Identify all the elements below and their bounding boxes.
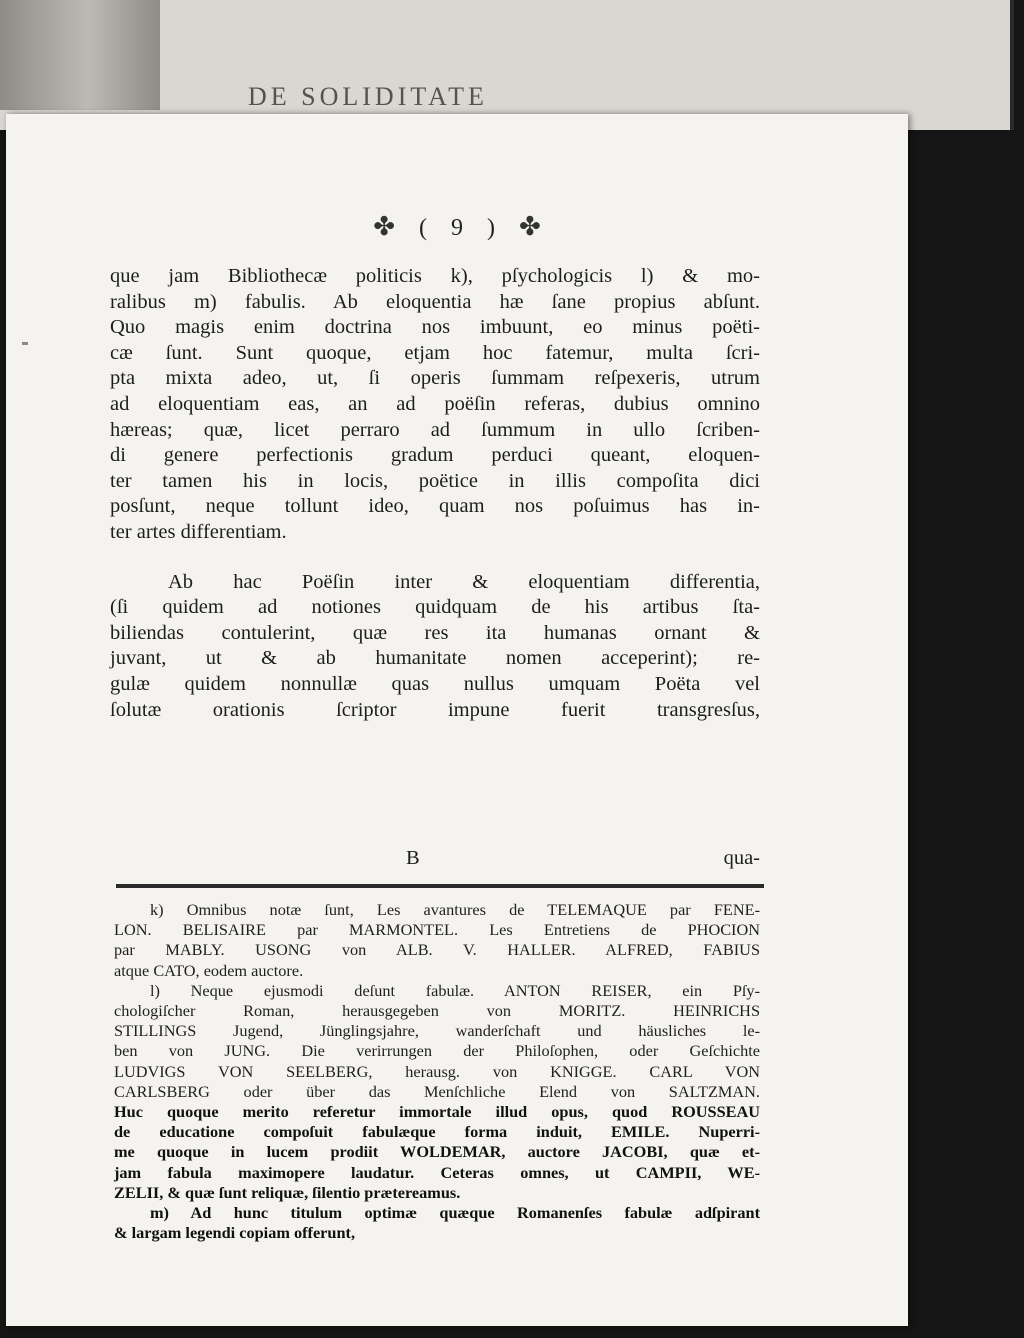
footnote-line: LON. BELISAIRE par MARMONTEL. Les Entretiens de PHOCION [114, 920, 760, 940]
margin-mark [22, 342, 28, 345]
footnote-line: ZELII, & quæ ſunt reliquæ, ſilentio prætereamus. [114, 1182, 461, 1202]
previous-page-edge [0, 0, 1014, 130]
footnote-m [114, 1203, 760, 1243]
footnote-line: me quoque in lucem prodiit WOLDEMAR, auctore JACOBI, quæ et- [114, 1142, 760, 1162]
footnote-line: CARLSBERG oder über das Menſchliche Elend von SALTZMAN. [114, 1081, 760, 1101]
footnote-line: STILLINGS Jugend, Jünglingsjahre, wanderſchaft und häusliches le- [114, 1021, 760, 1041]
text-line: hæreas; quæ, licet perraro ad ſummum in ullo ſcriben- [110, 418, 760, 441]
text-line: ter artes differentiam. [110, 520, 287, 543]
page-number: ( 9 ) [419, 215, 495, 241]
footnote-line: k) Omnibus notæ ſunt, Les avantures de TELEMAQUE par FENE- [150, 900, 760, 919]
main-text [110, 264, 760, 723]
footnote-line: chologiſcher Roman, herausgegeben von MORITZ. HEINRICHS [114, 1001, 760, 1021]
right-fleuron-icon: ✤ [518, 212, 541, 241]
text-line: que jam Bibliothecæ politicis k), pſychologicis l) & mo- [110, 265, 760, 287]
text-line: (ſi quidem ad notiones quidquam de his artibus ſta- [110, 596, 760, 619]
footnote-line: m) Ad hunc titulum optimæ quæque Romanenſes fabulæ adſpirant [150, 1203, 760, 1223]
footnote-l [114, 981, 760, 1203]
paragraph-1 [110, 264, 760, 546]
footnote-line: par MABLY. USONG von ALB. V. HALLER. ALFRED, FABIUS [114, 940, 760, 960]
text-line: posſunt, neque tollunt ideo, quam nos poſuimus has in- [110, 495, 760, 518]
signature-mark: B [406, 847, 420, 869]
footnote-line: atque CATO, eodem auctore. [114, 960, 304, 980]
footnote-line: ben von JUNG. Die verirrungen der Philoſophen, oder Geſchichte [114, 1041, 760, 1061]
footnote-line: LUDVIGS VON SEELBERG, herausg. von KNIGGE. CARL VON [114, 1061, 760, 1081]
running-head [6, 212, 908, 242]
text-line: ralibus m) fabulis. Ab eloquentia hæ ſane propius abſunt. [110, 290, 760, 313]
text-line: Ab hac Poëſin inter & eloquentiam differentia, [168, 570, 760, 593]
text-line: di genere perfectionis gradum perduci queant, eloquen- [110, 444, 760, 467]
footnote-line: jam fabula maximopere laudatur. Ceteras omnes, ut CAMPII, WE- [114, 1162, 760, 1182]
paragraph-gap [110, 546, 760, 570]
previous-page-header: DE SOLIDITATE [248, 82, 488, 111]
text-line: ſolutæ orationis ſcriptor impune fuerit transgresſus, [110, 698, 760, 721]
footnote-line: de educatione compoſuit fabulæque forma induit, EMILE. Nuperri- [114, 1122, 760, 1142]
text-line: biliendas contulerint, quæ res ita humanas ornant & [110, 621, 760, 644]
previous-page-margin [0, 0, 160, 110]
footnote-rule [116, 884, 764, 888]
text-line: gulæ quidem nonnullæ quas nullus umquam Poëta vel [110, 672, 760, 695]
text-line: pta mixta adeo, ut, ſi operis ſummam reſpexeris, utrum [110, 367, 760, 390]
paragraph-2 [110, 570, 760, 724]
text-line: ad eloquentiam eas, an ad poëſin referas, dubius omnino [110, 392, 760, 415]
footnote-line: Huc quoque merito referetur immortale illud opus, quod ROUSSEAU [114, 1102, 760, 1122]
footnotes [114, 900, 760, 1243]
catchword: qua- [723, 847, 760, 869]
left-fleuron-icon: ✤ [373, 212, 395, 241]
text-line: cæ ſunt. Sunt quoque, etjam hoc fatemur, multa ſcri- [110, 341, 760, 364]
text-line: juvant, ut & ab humanitate nomen acceperint); re- [110, 647, 760, 670]
text-line: ter tamen his in locis, poëtice in illis compoſita dici [110, 469, 760, 492]
book-page [6, 114, 908, 1326]
signature-row [110, 847, 760, 873]
text-line: Quo magis enim doctrina nos imbuunt, eo minus poëti- [110, 316, 760, 339]
footnote-k [114, 900, 760, 981]
footnote-line: & largam legendi copiam offerunt, [114, 1223, 356, 1243]
footnote-line: l) Neque ejusmodi deſunt fabulæ. ANTON REISER, ein Pſy- [150, 980, 760, 1000]
